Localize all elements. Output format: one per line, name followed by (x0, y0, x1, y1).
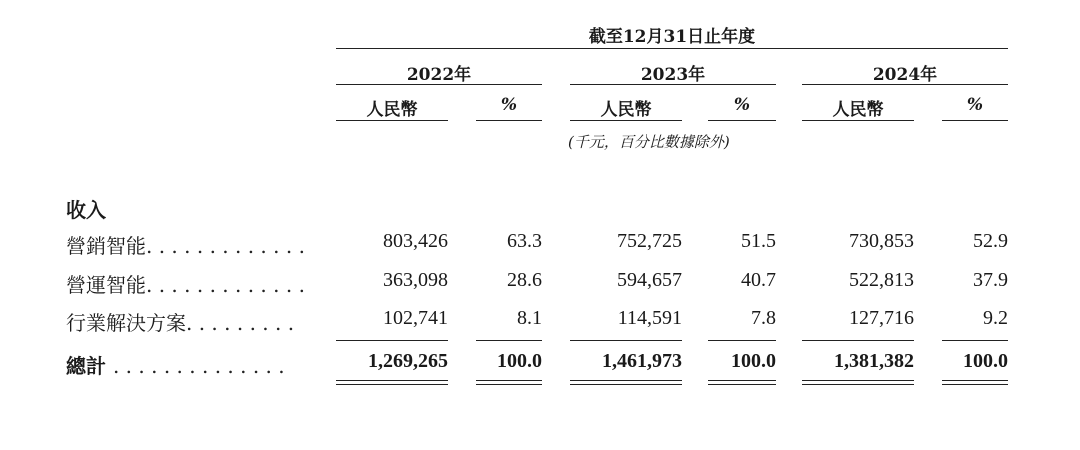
total-cell: 100.0 (963, 350, 1008, 372)
subheader-underline-4 (708, 120, 776, 121)
double-rule-6b (942, 384, 1008, 385)
total-top-rule-1 (336, 340, 448, 341)
double-rule-6a (942, 380, 1008, 381)
cell: 51.5 (741, 230, 776, 252)
row-label (66, 269, 305, 298)
period-heading: 截至12月31日止年度 (588, 27, 756, 47)
period-underline (336, 48, 1008, 49)
percent-heading-2022: % (500, 95, 518, 115)
subheader-underline-1 (336, 120, 448, 121)
cell: 63.3 (507, 230, 542, 252)
double-rule-5b (802, 384, 914, 385)
double-rule-1b (336, 384, 448, 385)
total-cell: 1,381,382 (834, 350, 914, 372)
row-label-text: 營運智能 (66, 273, 146, 297)
total-cell: 100.0 (497, 350, 542, 372)
currency-heading-2024: 人民幣 (832, 100, 884, 120)
row-label (66, 307, 294, 336)
year-underline-2024 (802, 84, 1008, 85)
total-top-rule-6 (942, 340, 1008, 341)
leader-dots: . . . . . . . . . . . . . (146, 273, 305, 297)
cell: 522,813 (849, 269, 914, 291)
total-top-rule-2 (476, 340, 542, 341)
unit-note: (千元，百分比數據除外) (568, 133, 730, 151)
currency-heading-2022: 人民幣 (366, 100, 418, 120)
subheader-underline-3 (570, 120, 682, 121)
double-rule-2b (476, 384, 542, 385)
cell: 8.1 (517, 307, 542, 329)
cell: 40.7 (741, 269, 776, 291)
double-rule-3b (570, 384, 682, 385)
cell: 127,716 (849, 307, 914, 329)
subheader-underline-6 (942, 120, 1008, 121)
percent-heading-2024: % (966, 95, 984, 115)
leader-dots: . . . . . . . . . . . . . . (112, 354, 285, 378)
total-top-rule-4 (708, 340, 776, 341)
double-rule-4a (708, 380, 776, 381)
cell: 594,657 (617, 269, 682, 291)
leader-dots: . . . . . . . . . . . . . (146, 234, 305, 258)
double-rule-4b (708, 384, 776, 385)
year-underline-2023 (570, 84, 776, 85)
total-cell: 1,461,973 (602, 350, 682, 372)
total-top-rule-3 (570, 340, 682, 341)
cell: 52.9 (973, 230, 1008, 252)
subheader-underline-2 (476, 120, 542, 121)
total-top-rule-5 (802, 340, 914, 341)
year-heading-2024: 2024年 (872, 65, 938, 85)
cell: 102,741 (383, 307, 448, 329)
double-rule-1a (336, 380, 448, 381)
section-title: 收入 (66, 198, 106, 222)
cell: 114,591 (617, 307, 682, 329)
cell: 37.9 (973, 269, 1008, 291)
subheader-underline-5 (802, 120, 914, 121)
double-rule-5a (802, 380, 914, 381)
cell: 28.6 (507, 269, 542, 291)
cell: 803,426 (383, 230, 448, 252)
double-rule-2a (476, 380, 542, 381)
percent-heading-2023: % (733, 95, 751, 115)
total-cell: 1,269,265 (368, 350, 448, 372)
cell: 752,725 (617, 230, 682, 252)
currency-heading-2023: 人民幣 (600, 100, 652, 120)
year-heading-2022: 2022年 (406, 65, 472, 85)
total-label (66, 350, 285, 379)
year-underline-2022 (336, 84, 542, 85)
leader-dots: . . . . . . . . . (186, 311, 295, 335)
cell: 9.2 (983, 307, 1008, 329)
row-label-text: 行業解決方案 (66, 311, 186, 335)
row-label (66, 230, 305, 259)
cell: 363,098 (383, 269, 448, 291)
total-label-text: 總計 (66, 354, 106, 378)
row-label-text: 營銷智能 (66, 234, 146, 258)
cell: 7.8 (751, 307, 776, 329)
year-heading-2023: 2023年 (640, 65, 706, 85)
double-rule-3a (570, 380, 682, 381)
cell: 730,853 (849, 230, 914, 252)
total-cell: 100.0 (731, 350, 776, 372)
